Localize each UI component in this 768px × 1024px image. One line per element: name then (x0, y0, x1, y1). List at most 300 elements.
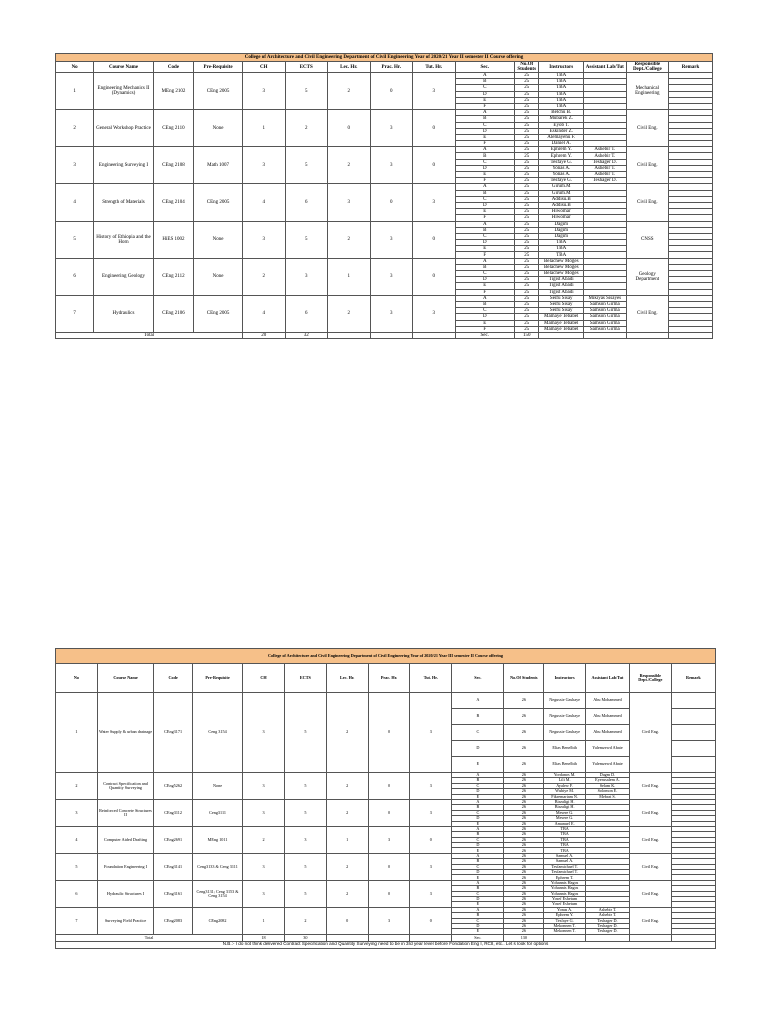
instructor: Hiwomar (539, 215, 584, 221)
column-header: Code (154, 664, 193, 693)
instructor: Yohannis Hagos (544, 886, 586, 891)
student-count: 25 (515, 134, 539, 140)
instructor: Yohannis Hagos (544, 880, 586, 885)
section: C (452, 918, 504, 923)
student-count: 25 (515, 252, 539, 258)
cell (410, 934, 452, 941)
section: A (455, 110, 515, 116)
course-code: CEng 2104 (153, 184, 193, 221)
instructor: Seifu Sisay (539, 301, 584, 307)
course-prerequisite: CEng2082 (192, 907, 242, 934)
course-no: 6 (56, 880, 98, 907)
student-count: 25 (515, 233, 539, 239)
course-tut-hr: 3 (410, 693, 452, 773)
student-count: 26 (504, 783, 544, 788)
section: D (455, 314, 515, 320)
course-tut-hr: 0 (410, 907, 452, 934)
course-no: 4 (56, 184, 94, 221)
instructor: Birzaligi H. (544, 805, 586, 810)
instructor: Seifu Sisay (539, 308, 584, 314)
section: C (455, 122, 515, 128)
course-no: 3 (56, 799, 98, 826)
column-header: Course Name (97, 664, 153, 693)
column-header: No.Of Students (515, 62, 539, 73)
course-prac-hr: 0 (370, 184, 413, 221)
course-code: CEng 2112 (153, 258, 193, 295)
section: B (455, 190, 515, 196)
course-lec-hr: 2 (326, 799, 368, 826)
student-count: 25 (515, 190, 539, 196)
column-header: Lec. Hr. (328, 62, 371, 73)
table-row (56, 295, 713, 301)
cell (629, 934, 671, 941)
course-name: Surveying Field Practice (97, 907, 153, 934)
course-code: MEng 2102 (153, 73, 193, 110)
student-count: 25 (515, 178, 539, 184)
footnote: N.B.:- I do not think delivered Contract Specification and Quantity Surveying need to be in 3rd year level before Fondation Eng I, RCII, etc.. Let s look for options (56, 941, 716, 948)
course-code: CEng3161 (154, 880, 193, 907)
course-prerequisite: None (194, 110, 243, 147)
course-ects: 5 (285, 147, 328, 184)
assistant: Ashebir T. (584, 147, 627, 153)
student-count: 25 (515, 301, 539, 307)
course-lec-hr: 2 (326, 853, 368, 880)
column-header: Responsible Dept./College (629, 664, 671, 693)
course-code: CEng3141 (154, 853, 193, 880)
section: C (452, 891, 504, 896)
column-header: Responsible Dept./College (626, 62, 669, 73)
course-no: 7 (56, 295, 94, 332)
assistant: Samson Girma (584, 326, 627, 332)
total-students: 130 (504, 934, 544, 941)
student-count: 25 (515, 110, 539, 116)
student-count: 26 (504, 929, 544, 934)
section: F (455, 252, 515, 258)
course-prerequisite: CEng 2005 (194, 73, 243, 110)
instructor: Mekonnen T. (544, 923, 586, 928)
student-count: 26 (504, 794, 544, 799)
section: E (452, 929, 504, 934)
student-count: 25 (515, 91, 539, 97)
instructor: Hiwomar (539, 209, 584, 215)
student-count: 26 (504, 741, 544, 757)
section: A (452, 853, 504, 858)
student-count: 25 (515, 147, 539, 153)
course-ch: 3 (243, 773, 285, 800)
section: A (452, 826, 504, 831)
instructor: TBA (539, 91, 584, 97)
section: D (452, 789, 504, 794)
course-name: Hydraulics (94, 295, 154, 332)
instructor: TBA (539, 103, 584, 109)
course-name: Strength of Materials (94, 184, 154, 221)
section: D (455, 91, 515, 97)
section: C (455, 308, 515, 314)
course-ects: 5 (285, 73, 328, 110)
sheet-title: College of Architecture and Civil Engineering Department of Civil Engineering Year of 2020/21 Year II semester II Course offering (56, 54, 713, 62)
total-sec: Sec. (452, 934, 504, 941)
instructor: Tesfamichael T. (544, 870, 586, 875)
total-students: 150 (515, 332, 539, 338)
sheet-title: College of Architecture and Civil Engineering Department of Civil Engineering Year of 2020/21 Year III semester II Course offering (56, 649, 716, 664)
instructor: Samuel A. (544, 853, 586, 858)
cell (626, 332, 669, 338)
student-count: 25 (515, 85, 539, 91)
section: C (455, 196, 515, 202)
course-prerequisite: MEng 1011 (192, 826, 242, 853)
section: E (452, 902, 504, 907)
assistant: Ashebir T. (584, 153, 627, 159)
instructor: Yosef Eshetum (544, 902, 586, 907)
instructor: Ephrem Y. (539, 153, 584, 159)
student-count: 26 (504, 891, 544, 896)
responsible-dept: Civil Eng. (629, 799, 671, 826)
total-row (56, 934, 716, 941)
student-count: 26 (504, 757, 544, 773)
student-count: 26 (504, 870, 544, 875)
instructor: Ephrem Y. (544, 913, 586, 918)
course-tut-hr: 3 (410, 880, 452, 907)
section: E (452, 821, 504, 826)
course-code: HiES 1002 (153, 221, 193, 258)
course-ects: 5 (284, 799, 326, 826)
student-count: 26 (504, 896, 544, 901)
student-count: 26 (504, 837, 544, 842)
section: F (455, 178, 515, 184)
total-sec: Sec. (455, 332, 515, 338)
total-label: Total (56, 934, 243, 941)
course-no: 5 (56, 221, 94, 258)
section: C (452, 810, 504, 815)
instructor: Girum.M (539, 190, 584, 196)
assistant: Selam K. (586, 783, 630, 788)
column-header: Instructors (539, 62, 584, 73)
cell (368, 934, 410, 941)
instructor: Belchu B. (539, 110, 584, 116)
instructor: Belachew Moges (539, 271, 584, 277)
column-header: Pre-Requisite (192, 664, 242, 693)
course-tut-hr: 3 (413, 73, 456, 110)
instructor: Ayalew F. (544, 783, 586, 788)
student-count: 25 (515, 221, 539, 227)
remark (671, 741, 715, 757)
instructor: Mamaye Tebabel (539, 320, 584, 326)
section: A (452, 907, 504, 912)
instructor: TBA (544, 832, 586, 837)
student-count: 25 (515, 172, 539, 178)
section: C (452, 837, 504, 842)
assistant: Ashebir T. (584, 165, 627, 171)
instructor: Tigist Abadi (539, 283, 584, 289)
instructor: Elias Benelbih (544, 741, 586, 757)
instructor: Eyob T. (539, 122, 584, 128)
course-lec-hr: 0 (328, 110, 371, 147)
instructor: Tesfaye G. (539, 159, 584, 165)
course-lec-hr: 2 (326, 880, 368, 907)
student-count: 26 (504, 843, 544, 848)
course-lec-hr: 2 (328, 221, 371, 258)
section: F (455, 141, 515, 147)
cell (413, 332, 456, 338)
section: F (455, 103, 515, 109)
student-count: 26 (504, 918, 544, 923)
section: D (455, 165, 515, 171)
course-prac-hr: 3 (370, 221, 413, 258)
instructor: Yohannis Hagos (544, 891, 586, 896)
instructor: Addisu.B (539, 202, 584, 208)
column-header: ECTS (285, 62, 328, 73)
course-tut-hr: 3 (410, 773, 452, 800)
section: E (455, 134, 515, 140)
student-count: 25 (515, 73, 539, 79)
instructor: Yonas A. (539, 165, 584, 171)
course-name: Engineering Surveying I (94, 147, 154, 184)
student-count: 26 (504, 886, 544, 891)
sheet-title-row (56, 649, 716, 664)
course-prac-hr: 0 (368, 880, 410, 907)
course-no: 2 (56, 110, 94, 147)
student-count: 25 (515, 209, 539, 215)
course-no: 7 (56, 907, 98, 934)
assistant: Mebrat S. (586, 794, 630, 799)
student-count: 25 (515, 196, 539, 202)
assistant: Yalemzewd Abate (586, 757, 630, 773)
instructor: Mubarek Z. (539, 116, 584, 122)
column-header: Lec. Hr. (326, 664, 368, 693)
instructor: Eskinder Z. (539, 128, 584, 134)
student-count: 26 (504, 693, 544, 709)
section: F (455, 289, 515, 295)
assistant: Samson Girma (584, 314, 627, 320)
student-count: 26 (504, 848, 544, 853)
instructor: Belachew Moges (539, 258, 584, 264)
section: D (452, 896, 504, 901)
course-prerequisite: Ceng 3154 (192, 693, 242, 773)
remark (671, 709, 715, 725)
instructor: Dagim (539, 227, 584, 233)
responsible-dept: Civil Eng. (626, 295, 669, 332)
course-prac-hr: 0 (368, 693, 410, 773)
instructor: Dagim (539, 221, 584, 227)
section: A (452, 773, 504, 778)
student-count: 25 (515, 240, 539, 246)
assistant: Eyerusalem A. (586, 778, 630, 783)
course-ch: 1 (243, 907, 285, 934)
course-no: 3 (56, 147, 94, 184)
course-ch: 3 (243, 799, 285, 826)
section: C (452, 725, 504, 741)
sheet-year2 (55, 53, 713, 339)
student-count: 26 (504, 816, 544, 821)
instructor: Tigist Abadi (539, 277, 584, 283)
instructor: Yonas A. (539, 172, 584, 178)
course-code: CEng2691 (154, 826, 193, 853)
student-count: 26 (504, 773, 544, 778)
student-count: 25 (515, 320, 539, 326)
column-header: Remark (669, 62, 713, 73)
instructor: TBA (539, 240, 584, 246)
assistant: Teshager D. (584, 178, 627, 184)
student-count: 26 (504, 859, 544, 864)
course-ects: 5 (284, 773, 326, 800)
course-prac-hr: 3 (370, 147, 413, 184)
total-ects: 32 (285, 332, 328, 338)
section: E (452, 757, 504, 773)
column-header: Pre-Requisite (194, 62, 243, 73)
course-prac-hr: 0 (370, 73, 413, 110)
instructor: Tesfamichael T. (544, 864, 586, 869)
responsible-dept: Civil Eng. (626, 147, 669, 184)
course-ects: 5 (285, 221, 328, 258)
section: D (452, 870, 504, 875)
course-ch: 3 (243, 147, 286, 184)
column-header: Sec. (452, 664, 504, 693)
course-name: Contract Specification and Quantity Surveying (97, 773, 153, 800)
course-ects: 2 (285, 110, 328, 147)
column-header: Assistant Lab/Tut (586, 664, 630, 693)
column-header: Tut. Hr. (413, 62, 456, 73)
sheet-year3 (55, 648, 716, 949)
section: D (452, 843, 504, 848)
course-ects: 5 (284, 853, 326, 880)
course-ch: 4 (243, 295, 286, 332)
course-prerequisite: Ceng3131; Ceng 3153 & Ceng 3154 (192, 880, 242, 907)
responsible-dept: Civil Eng. (629, 693, 671, 773)
course-ects: 2 (284, 907, 326, 934)
section: B (452, 805, 504, 810)
column-header: Instructors (544, 664, 586, 693)
course-ch: 4 (243, 184, 286, 221)
student-count: 26 (504, 725, 544, 741)
student-count: 25 (515, 215, 539, 221)
course-ch: 2 (243, 258, 286, 295)
section: E (452, 848, 504, 853)
instructor: Birzaligi H. (544, 799, 586, 804)
course-ects: 6 (285, 295, 328, 332)
total-ects: 30 (284, 934, 326, 941)
student-count: 25 (515, 289, 539, 295)
course-name: General Workshop Practice (94, 110, 154, 147)
course-name: History of Ethiopia and the Horn (94, 221, 154, 258)
course-ch: 3 (243, 880, 285, 907)
responsible-dept: Civil Eng. (629, 773, 671, 800)
section: E (452, 794, 504, 799)
student-count: 26 (504, 913, 544, 918)
section: A (455, 221, 515, 227)
remark (671, 757, 715, 773)
course-ch: 3 (243, 221, 286, 258)
section: D (455, 240, 515, 246)
header-row (56, 62, 713, 73)
course-no: 1 (56, 693, 98, 773)
student-count: 25 (515, 246, 539, 252)
instructor: Fikremariam N. (544, 794, 586, 799)
course-code: CEng2083 (154, 907, 193, 934)
column-header: Code (153, 62, 193, 73)
column-header: Prac. Hr. (368, 664, 410, 693)
section: A (455, 258, 515, 264)
section: F (455, 326, 515, 332)
student-count: 26 (504, 923, 544, 928)
course-tut-hr: 0 (410, 826, 452, 853)
section: D (452, 816, 504, 821)
student-count: 26 (504, 778, 544, 783)
responsible-dept: Civil Eng. (629, 880, 671, 907)
instructor: TBA (544, 826, 586, 831)
course-ch: 2 (243, 826, 285, 853)
student-count: 26 (504, 805, 544, 810)
course-no: 6 (56, 258, 94, 295)
course-tut-hr: 3 (413, 184, 456, 221)
section: B (452, 832, 504, 837)
course-prac-hr: 3 (370, 258, 413, 295)
section: C (455, 85, 515, 91)
student-count: 25 (515, 116, 539, 122)
course-prac-hr: 3 (368, 907, 410, 934)
student-count: 26 (504, 880, 544, 885)
instructor: TBA (539, 85, 584, 91)
section: B (455, 116, 515, 122)
course-code: CEng 2106 (153, 295, 193, 332)
assistant: Dagm D. (586, 773, 630, 778)
cell (539, 332, 584, 338)
student-count: 25 (515, 128, 539, 134)
instructor: Daniel A. (539, 141, 584, 147)
student-count: 26 (504, 907, 544, 912)
assistant: Abu Mohammed (586, 725, 630, 741)
instructor: Mamaye Tebabel (539, 314, 584, 320)
student-count: 25 (515, 202, 539, 208)
column-header: Course Name (94, 62, 154, 73)
assistant: Samson Girma (584, 301, 627, 307)
course-ects: 5 (284, 880, 326, 907)
course-ch: 3 (243, 73, 286, 110)
student-count: 26 (504, 821, 544, 826)
course-tut-hr: 3 (410, 853, 452, 880)
course-lec-hr: 1 (328, 258, 371, 295)
instructor: TBA (539, 73, 584, 79)
student-count: 25 (515, 295, 539, 301)
responsible-dept: Civil Eng. (626, 184, 669, 221)
student-count: 26 (504, 875, 544, 880)
student-count: 25 (515, 308, 539, 314)
course-prerequisite: CEng 2005 (194, 184, 243, 221)
section: E (455, 209, 515, 215)
column-header: Assistant Lab/Tut (584, 62, 627, 73)
course-prac-hr: 0 (368, 773, 410, 800)
responsible-dept: Geology Department (626, 258, 669, 295)
course-lec-hr: 1 (326, 826, 368, 853)
course-prerequisite: None (192, 773, 242, 800)
cell (671, 934, 715, 941)
section: A (455, 73, 515, 79)
course-prac-hr: 3 (370, 295, 413, 332)
student-count: 25 (515, 103, 539, 109)
section: C (452, 864, 504, 869)
section: D (455, 277, 515, 283)
course-code: CEng 2110 (153, 110, 193, 147)
column-header: Prac. Hr. (370, 62, 413, 73)
instructor: TBA (544, 837, 586, 842)
course-prac-hr: 0 (368, 799, 410, 826)
student-count: 25 (515, 271, 539, 277)
instructor: Lili M. (544, 778, 586, 783)
course-name: Engineering Mechanics II (Dynamics) (94, 73, 154, 110)
note-row (56, 941, 716, 948)
instructor: Ephrem T. (544, 875, 586, 880)
course-ch: 1 (243, 110, 286, 147)
course-prerequisite: Math 1007 (194, 147, 243, 184)
